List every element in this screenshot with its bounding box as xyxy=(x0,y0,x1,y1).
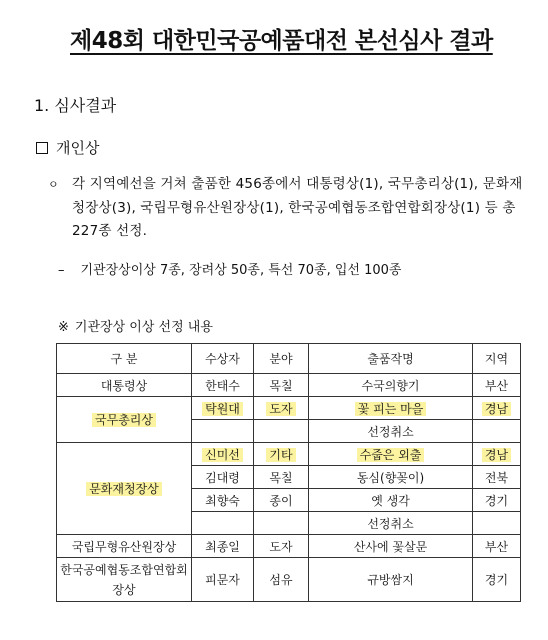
header-winner: 수상자 xyxy=(192,344,254,374)
breakdown-text: 기관장상이상 7종, 장려상 50종, 특선 70종, 입선 100종 xyxy=(80,263,402,278)
region-cell: 경기 xyxy=(473,558,521,602)
work-cell: 동심(향꽂이) xyxy=(309,466,473,489)
category-cell: 대통령상 xyxy=(57,374,192,397)
winner-cell: 피문자 xyxy=(192,558,254,602)
work-cell: 규방쌈지 xyxy=(309,558,473,602)
dash-icon: – xyxy=(58,263,65,278)
category-cell xyxy=(57,443,192,535)
field-cell: 도자 xyxy=(254,535,309,558)
empty-cell xyxy=(192,512,254,535)
work-cell xyxy=(309,443,473,466)
empty-cell xyxy=(192,420,254,443)
highlighted-text: 경남 xyxy=(482,402,511,416)
table-header-row xyxy=(57,344,521,374)
field-cell: 목칠 xyxy=(254,374,309,397)
subsection-heading xyxy=(36,137,99,158)
table-row xyxy=(57,535,521,558)
summary-text: 각 지역예선을 거쳐 출품한 456종에서 대통령상(1), 국무총리상(1), 문화재청장상(3), 국립무형유산원장상(1), 한국공예협동조합연합회장상(1) 등 총 227종 선정. xyxy=(72,176,523,239)
category-cell: 국립무형유산원장상 xyxy=(57,535,192,558)
highlighted-text: 기타 xyxy=(266,448,295,462)
cancelled-note-cell: 선정취소 xyxy=(309,512,473,535)
highlighted-text: 꽃 피는 마을 xyxy=(355,402,427,416)
winner-cell: 최종일 xyxy=(192,535,254,558)
region-cell: 전북 xyxy=(473,466,521,489)
work-cell: 옛 생각 xyxy=(309,489,473,512)
table-row xyxy=(57,558,521,602)
table-note-text: 기관장상 이상 선정 내용 xyxy=(74,320,213,335)
winner-cell: 최향숙 xyxy=(192,489,254,512)
awards-table xyxy=(56,343,521,602)
field-cell: 섬유 xyxy=(254,558,309,602)
highlighted-text: 도자 xyxy=(266,402,295,416)
page-title: 제48회 대한민국공예품대전 본선심사 결과 xyxy=(70,28,493,54)
field-cell xyxy=(254,397,309,420)
bullet-circle-icon: ㅇ xyxy=(48,178,59,191)
region-cell: 부산 xyxy=(473,374,521,397)
empty-cell xyxy=(473,420,521,443)
winner-cell xyxy=(192,397,254,420)
header-field: 분야 xyxy=(254,344,309,374)
work-cell: 수국의향기 xyxy=(309,374,473,397)
checkbox-square-icon xyxy=(36,142,48,154)
empty-cell xyxy=(473,512,521,535)
highlighted-text: 수줍은 외출 xyxy=(357,448,425,462)
highlighted-text: 신미선 xyxy=(202,448,243,462)
cancelled-note-cell: 선정취소 xyxy=(309,420,473,443)
empty-cell xyxy=(254,512,309,535)
region-cell: 부산 xyxy=(473,535,521,558)
field-cell xyxy=(254,443,309,466)
highlighted-text: 경남 xyxy=(482,448,511,462)
header-category: 구 분 xyxy=(57,344,192,374)
table-note xyxy=(58,316,213,335)
header-region: 지역 xyxy=(473,344,521,374)
highlighted-text: 문화재청장상 xyxy=(86,482,162,496)
header-work: 출품작명 xyxy=(309,344,473,374)
winner-cell xyxy=(192,443,254,466)
region-cell xyxy=(473,443,521,466)
category-cell: 한국공예협동조합연합회장상 xyxy=(57,558,192,602)
empty-cell xyxy=(254,420,309,443)
highlighted-text: 탁원대 xyxy=(202,402,243,416)
region-cell xyxy=(473,397,521,420)
region-cell: 경기 xyxy=(473,489,521,512)
winner-cell: 김대령 xyxy=(192,466,254,489)
work-cell xyxy=(309,397,473,420)
breakdown-line xyxy=(58,259,401,278)
category-cell xyxy=(57,397,192,443)
subsection-label: 개인상 xyxy=(56,139,100,157)
table-row xyxy=(57,374,521,397)
section-heading: 1. 심사결과 xyxy=(34,96,117,115)
highlighted-text: 국무총리상 xyxy=(92,413,156,427)
field-cell: 목칠 xyxy=(254,466,309,489)
table-row xyxy=(57,443,521,466)
table-row xyxy=(57,397,521,420)
field-cell: 종이 xyxy=(254,489,309,512)
reference-mark-icon: ※ xyxy=(58,320,69,335)
work-cell: 산사에 꽃살문 xyxy=(309,535,473,558)
winner-cell: 한태수 xyxy=(192,374,254,397)
summary-bullet xyxy=(48,173,528,244)
